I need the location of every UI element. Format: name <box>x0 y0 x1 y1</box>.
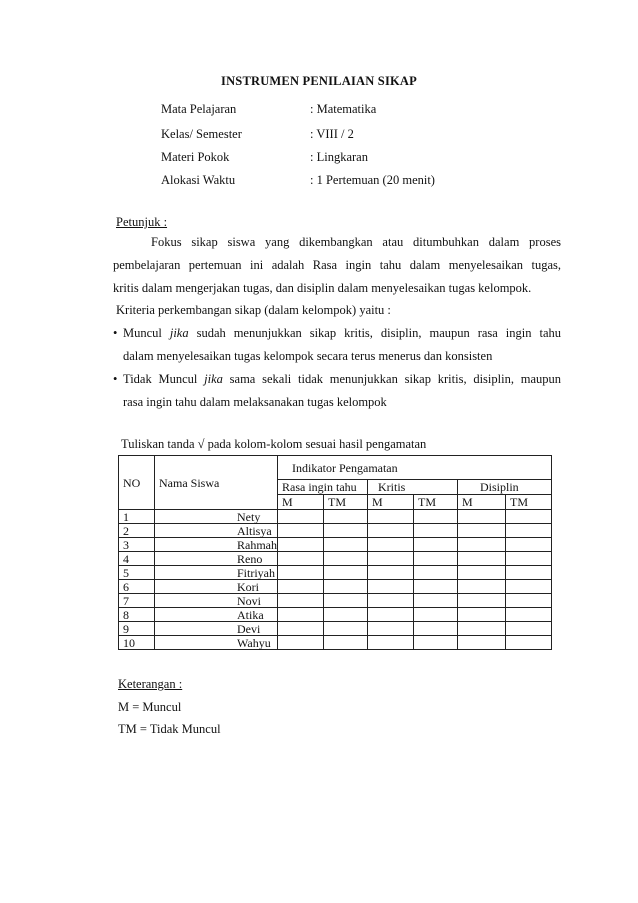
check-cell[interactable] <box>506 552 552 566</box>
meta-label: Mata Pelajaran <box>161 102 237 116</box>
meta-label: Kelas/ Semester <box>161 127 242 141</box>
check-cell[interactable] <box>278 566 324 580</box>
check-cell[interactable] <box>458 538 506 552</box>
check-cell[interactable] <box>368 524 414 538</box>
table-row <box>119 538 552 552</box>
page-title: INSTRUMEN PENILAIAN SIKAP <box>221 74 417 88</box>
check-cell[interactable] <box>414 566 458 580</box>
check-cell[interactable] <box>414 524 458 538</box>
header-sub: TM <box>506 495 552 510</box>
meta-label: Materi Pokok <box>161 150 230 164</box>
check-cell[interactable] <box>368 608 414 622</box>
check-cell[interactable] <box>278 594 324 608</box>
instruction-text: Tuliskan tanda √ pada kolom-kolom sesuai hasil pengamatan <box>121 437 427 451</box>
check-cell[interactable] <box>458 636 506 650</box>
check-cell[interactable] <box>368 510 414 524</box>
header-no: NO <box>119 456 155 510</box>
row-name: Altisya <box>155 524 278 538</box>
row-name: Atika <box>155 608 278 622</box>
petunjuk-heading: Petunjuk : <box>116 215 168 229</box>
row-no: 1 <box>119 510 155 524</box>
check-cell[interactable] <box>324 636 368 650</box>
row-no: 10 <box>119 636 155 650</box>
header-indikator: Indikator Pengamatan <box>278 456 552 480</box>
check-cell[interactable] <box>324 566 368 580</box>
row-no: 3 <box>119 538 155 552</box>
check-cell[interactable] <box>368 538 414 552</box>
check-cell[interactable] <box>278 538 324 552</box>
legend-tm: TM = Tidak Muncul <box>118 722 221 736</box>
check-cell[interactable] <box>278 552 324 566</box>
check-cell[interactable] <box>324 538 368 552</box>
row-name: Novi <box>155 594 278 608</box>
check-cell[interactable] <box>414 510 458 524</box>
meta-value: : VIII / 2 <box>310 127 354 141</box>
check-cell[interactable] <box>414 580 458 594</box>
check-cell[interactable] <box>414 538 458 552</box>
check-cell[interactable] <box>506 608 552 622</box>
meta-value: : Lingkaran <box>310 150 368 164</box>
check-cell[interactable] <box>506 510 552 524</box>
check-cell[interactable] <box>458 580 506 594</box>
row-name: Wahyu <box>155 636 278 650</box>
table-row <box>119 636 552 650</box>
header-nama: Nama Siswa <box>155 456 278 510</box>
bullet-text-line2: dalam menyelesaikan tugas kelompok secara terus menerus dan konsisten <box>123 349 493 363</box>
check-cell[interactable] <box>458 608 506 622</box>
row-name: Reno <box>155 552 278 566</box>
check-cell[interactable] <box>324 580 368 594</box>
header-sub: M <box>368 495 414 510</box>
table-row <box>119 594 552 608</box>
header-group: Rasa ingin tahu <box>278 480 368 495</box>
check-cell[interactable] <box>414 608 458 622</box>
check-cell[interactable] <box>414 622 458 636</box>
check-cell[interactable] <box>278 524 324 538</box>
check-cell[interactable] <box>368 622 414 636</box>
table-row <box>119 580 552 594</box>
row-no: 8 <box>119 608 155 622</box>
check-cell[interactable] <box>278 510 324 524</box>
check-cell[interactable] <box>368 566 414 580</box>
check-cell[interactable] <box>278 636 324 650</box>
row-no: 2 <box>119 524 155 538</box>
check-cell[interactable] <box>278 622 324 636</box>
legend-m: M = Muncul <box>118 700 182 714</box>
check-cell[interactable] <box>368 552 414 566</box>
check-cell[interactable] <box>506 594 552 608</box>
bullet-text: Tidak Muncul jika sama sekali tidak menunjukkan sikap kritis, disiplin, maupun <box>123 372 561 386</box>
keterangan-heading: Keterangan : <box>118 677 183 691</box>
check-cell[interactable] <box>458 566 506 580</box>
table-row <box>119 510 552 524</box>
check-cell[interactable] <box>506 636 552 650</box>
check-cell[interactable] <box>506 538 552 552</box>
kriteria-line: Kriteria perkembangan sikap (dalam kelompok) yaitu : <box>116 303 391 317</box>
check-cell[interactable] <box>324 622 368 636</box>
petunjuk-line-1: Fokus sikap siswa yang dikembangkan atau ditumbuhkan dalam proses <box>151 235 561 249</box>
check-cell[interactable] <box>324 552 368 566</box>
row-no: 9 <box>119 622 155 636</box>
check-cell[interactable] <box>458 510 506 524</box>
check-cell[interactable] <box>414 636 458 650</box>
check-cell[interactable] <box>324 594 368 608</box>
header-sub: TM <box>414 495 458 510</box>
check-cell[interactable] <box>414 594 458 608</box>
bullet-text: Muncul jika sudah menunjukkan sikap kritis, disiplin, maupun rasa ingin tahu <box>123 326 561 340</box>
header-group: Disiplin <box>458 480 552 495</box>
assessment-table <box>118 455 552 650</box>
check-cell[interactable] <box>458 622 506 636</box>
row-name: Fitriyah <box>155 566 278 580</box>
meta-value: : 1 Pertemuan (20 menit) <box>310 173 435 187</box>
check-cell[interactable] <box>368 594 414 608</box>
header-sub: TM <box>324 495 368 510</box>
row-name: Rahmah <box>155 538 278 552</box>
petunjuk-line-3: kritis dalam mengerjakan tugas, dan disiplin dalam menyelesaikan tugas kelompok. <box>113 281 532 295</box>
row-name: Kori <box>155 580 278 594</box>
check-cell[interactable] <box>324 510 368 524</box>
check-cell[interactable] <box>506 580 552 594</box>
check-cell[interactable] <box>506 622 552 636</box>
check-cell[interactable] <box>278 608 324 622</box>
bullet-text-line2: rasa ingin tahu dalam melaksanakan tugas kelompok <box>123 395 387 409</box>
table-row <box>119 622 552 636</box>
row-no: 6 <box>119 580 155 594</box>
header-sub: M <box>278 495 324 510</box>
header-sub: M <box>458 495 506 510</box>
meta-label: Alokasi Waktu <box>161 173 236 187</box>
check-cell[interactable] <box>458 524 506 538</box>
row-no: 7 <box>119 594 155 608</box>
row-no: 5 <box>119 566 155 580</box>
bullet-icon: • <box>113 372 118 386</box>
check-cell[interactable] <box>414 552 458 566</box>
table-row <box>119 608 552 622</box>
check-cell[interactable] <box>324 524 368 538</box>
check-cell[interactable] <box>458 594 506 608</box>
header-group: Kritis <box>368 480 458 495</box>
meta-value: : Matematika <box>310 102 377 116</box>
table-row <box>119 552 552 566</box>
row-no: 4 <box>119 552 155 566</box>
row-name: Nety <box>155 510 278 524</box>
check-cell[interactable] <box>458 552 506 566</box>
check-cell[interactable] <box>368 580 414 594</box>
bullet-icon: • <box>113 326 118 340</box>
petunjuk-line-2: pembelajaran pertemuan ini adalah Rasa ingin tahu dalam menyelesaikan tugas, <box>113 258 561 272</box>
check-cell[interactable] <box>368 636 414 650</box>
table-row <box>119 566 552 580</box>
table-row <box>119 524 552 538</box>
check-cell[interactable] <box>324 608 368 622</box>
check-cell[interactable] <box>506 524 552 538</box>
check-cell[interactable] <box>278 580 324 594</box>
check-cell[interactable] <box>506 566 552 580</box>
row-name: Devi <box>155 622 278 636</box>
